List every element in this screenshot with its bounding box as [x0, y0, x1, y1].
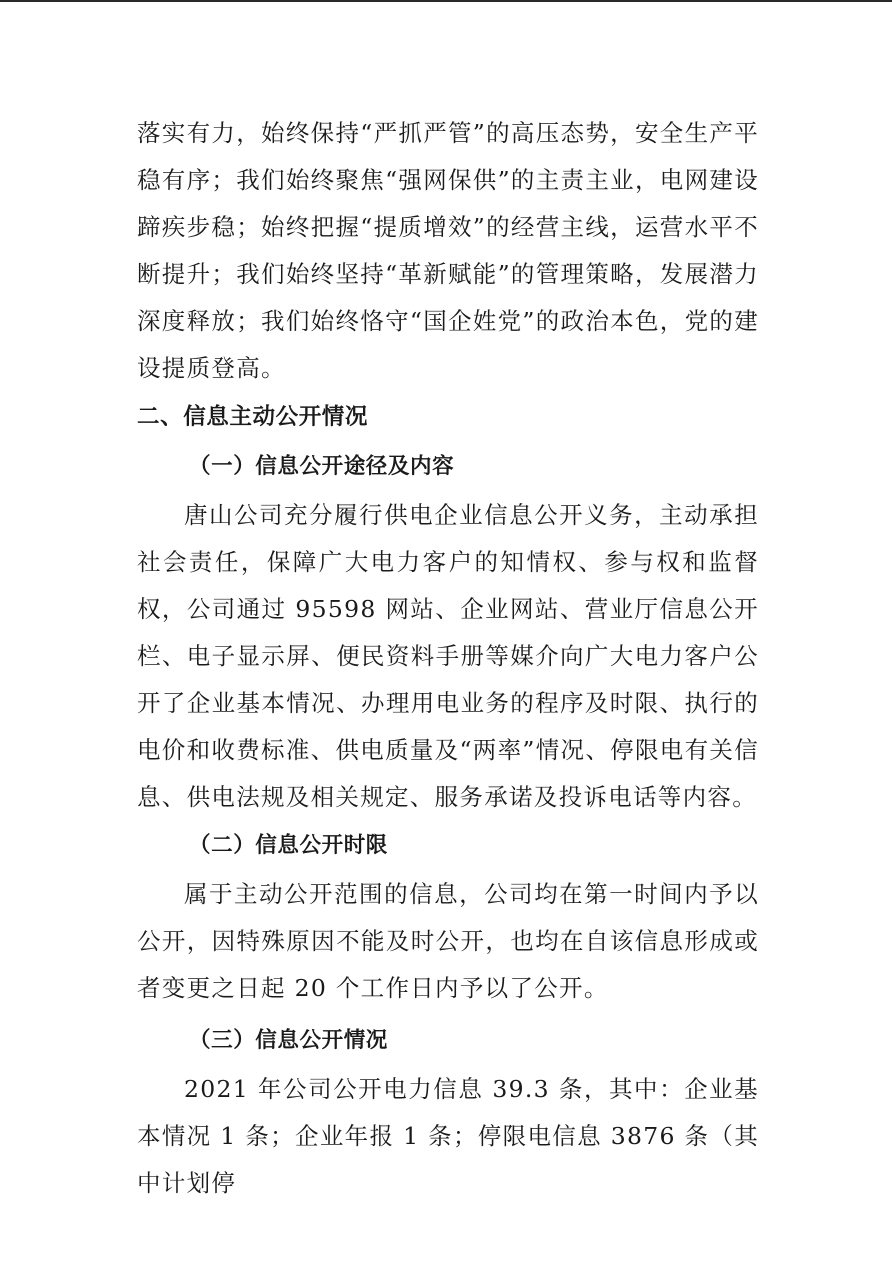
subsection-heading: （三）信息公开情况 — [189, 1028, 388, 1053]
subsection-heading: （一）信息公开途径及内容 — [189, 454, 455, 479]
body-paragraph: 2021 年公司公开电力信息 39.3 条，其中：企业基本情况 1 条；企业年报 1 条；停限电信息 3876 条（其中计划停 — [137, 1075, 759, 1197]
page-top-border — [0, 0, 892, 2]
body-paragraph: 属于主动公开范围的信息，公司均在第一时间内予以公开，因特殊原因不能及时公开，也均在自该信息形成或者变更之日起 20 个工作日内予以了公开。 — [137, 880, 759, 1002]
body-paragraph: 唐山公司充分履行供电企业信息公开义务，主动承担社会责任，保障广大电力客户的知情权、参与权和监督权，公司通过 95598 网站、企业网站、营业厅信息公开栏、电子显示屏、便民资料手册等媒介向广大电力客户公开了企业基本情况、办理用电业务的程序及时限、执行的电价和收费标准、供电质量及“两率”情况、停限电有关信息、供电法规及相关规定、服务承诺及投诉电话等内容。 — [137, 501, 759, 811]
document-page — [137, 110, 759, 1207]
subsection-heading: （二）信息公开时限 — [189, 833, 388, 858]
intro-paragraph: 落实有力，始终保持“严抓严管”的高压态势，安全生产平稳有序；我们始终聚焦“强网保供”的主责主业，电网建设蹄疾步稳；始终把握“提质增效”的经营主线，运营水平不断提升；我们始终坚持“革新赋能”的管理策略，发展潜力深度释放；我们始终恪守“国企姓党”的政治本色，党的建设提质登高。 — [137, 119, 759, 382]
section-heading: 二、信息主动公开情况 — [137, 404, 369, 430]
